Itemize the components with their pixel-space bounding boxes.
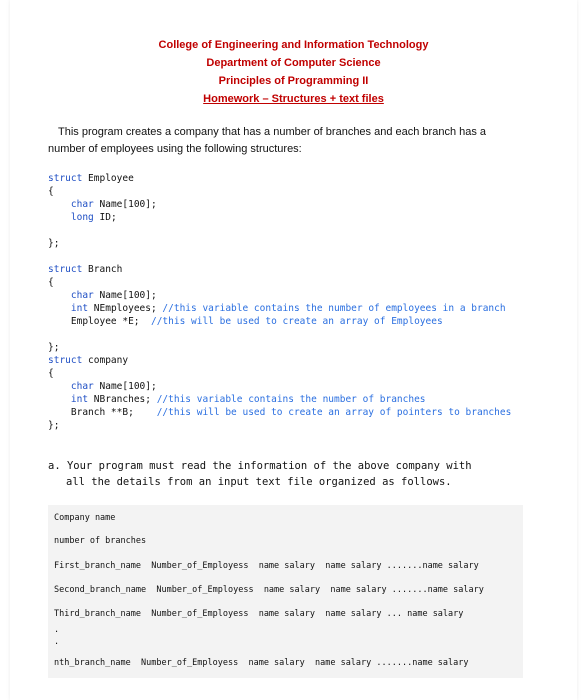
- code-struct-branch: [48, 263, 506, 354]
- code-type: int: [70, 394, 89, 405]
- intro-paragraph: [48, 124, 538, 158]
- intro-line-1: This program creates a company that has a number of branches and each branch has a: [58, 126, 487, 138]
- code-keyword: struct: [48, 173, 83, 184]
- question-line-2: all the details from an input text file organized as follows.: [66, 476, 452, 488]
- code-open-brace: {: [48, 368, 54, 379]
- homework-title: Homework – Structures + text files: [203, 93, 384, 105]
- department-title: Department of Computer Science: [206, 57, 381, 69]
- code-type: char: [70, 199, 94, 210]
- code-field: ID;: [93, 212, 117, 223]
- format-ellipsis-dot: .: [54, 625, 60, 635]
- code-field: NBranches;: [88, 394, 151, 405]
- format-ellipsis-dot: .: [54, 637, 60, 647]
- format-nth-branch: nth_branch_name Number_of_Employess name salary name salary .......name salary: [54, 658, 469, 668]
- code-close-brace: };: [48, 420, 60, 431]
- code-field: Name[100];: [93, 381, 157, 392]
- intro-line-2: number of employees using the following structures:: [48, 143, 302, 155]
- code-type: long: [70, 212, 94, 223]
- code-type: char: [70, 381, 94, 392]
- code-comment: //this variable contains the number of employees in a branch: [156, 303, 506, 314]
- file-format-box: [48, 505, 523, 678]
- question-a: [48, 458, 548, 490]
- code-open-brace: {: [48, 277, 54, 288]
- code-keyword: struct: [48, 355, 83, 366]
- course-title: Principles of Programming II: [218, 75, 369, 87]
- code-comment: //this will be used to create an array of Employees: [139, 316, 443, 327]
- code-struct-name: Branch: [82, 264, 123, 275]
- format-company-name: Company name: [54, 513, 116, 523]
- code-close-brace: };: [48, 238, 60, 249]
- code-field: Name[100];: [93, 290, 157, 301]
- format-first-branch: First_branch_name Number_of_Employess name salary name salary .......name salary: [54, 561, 479, 571]
- format-number-of-branches: number of branches: [54, 536, 147, 546]
- code-open-brace: {: [48, 186, 54, 197]
- code-comment: //this variable contains the number of branches: [150, 394, 426, 405]
- code-comment: //this will be used to create an array of pointers to branches: [133, 407, 512, 418]
- code-field: Name[100];: [93, 199, 157, 210]
- code-struct-employee: [48, 172, 157, 250]
- code-type: char: [70, 290, 94, 301]
- format-third-branch: Third_branch_name Number_of_Employess name salary name salary ... name salary: [54, 609, 464, 619]
- format-second-branch: Second_branch_name Number_of_Employess name salary name salary .......name salary: [54, 585, 484, 595]
- college-title: College of Engineering and Information Technology: [158, 39, 429, 51]
- code-close-brace: };: [48, 342, 60, 353]
- question-line-1: a. Your program must read the information of the above company with: [48, 460, 472, 472]
- code-struct-name: company: [82, 355, 129, 366]
- code-field: Employee *E;: [70, 316, 140, 327]
- code-struct-name: Employee: [82, 173, 134, 184]
- code-field: NEmployees;: [88, 303, 157, 314]
- code-type: int: [70, 303, 89, 314]
- code-field: Branch **B;: [70, 407, 134, 418]
- document-header: [0, 36, 587, 108]
- code-keyword: struct: [48, 264, 83, 275]
- code-struct-company: [48, 354, 511, 432]
